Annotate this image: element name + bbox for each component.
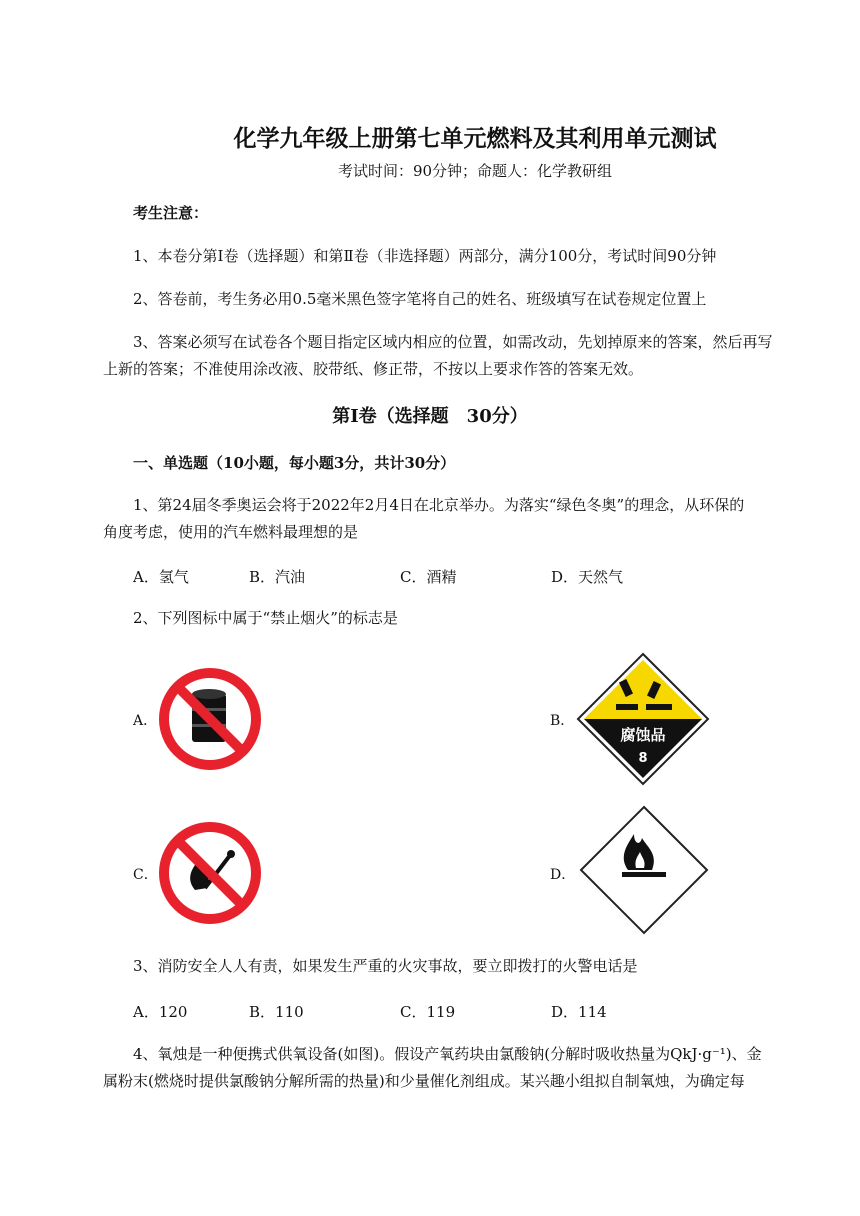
no-open-flame-sign-icon [155,818,265,928]
q2-label-a: A． [133,713,158,729]
q4-stem-cont: 属粉末(燃烧时提供氯酸钠分解所需的热量)和少量催化剂组成。某兴趣小组拟自制氧烛，为确定每 [103,1072,745,1090]
notice-item-2: 2、答卷前，考生务必用0.5毫米黑色签字笔将自己的姓名、班级填写在试卷规定位置上 [133,290,707,308]
corrosive-class-number: 8 [638,751,648,766]
q2-label-b: B． [550,713,575,729]
q2-stem: 2、下列图标中属于“禁止烟火”的标志是 [133,609,398,627]
q2-label-c: C． [133,867,158,883]
q3-stem: 3、消防安全人人有责，如果发生严重的火灾事故，要立即拨打的火警电话是 [133,957,638,975]
q3-option-a: A．120 [133,1003,188,1021]
corrosive-sign-label: 腐蚀品 [620,726,666,744]
q3-option-d: D．114 [551,1003,607,1021]
notice-item-3: 3、答案必须写在试卷各个题目指定区域内相应的位置，如需改动，先划掉原来的答案，然后再写 [133,333,773,351]
q1-stem: 1、第24届冬季奥运会将于2022年2月4日在北京举办。为落实“绿色冬奥”的理念，从环保的 [133,496,745,514]
part-heading: 一、单选题（10小题，每小题3分，共计30分） [133,454,456,472]
q1-option-d: D．天然气 [551,568,624,586]
q1-option-c: C．酒精 [400,568,457,586]
notice-heading: 考生注意： [133,204,209,222]
notice-item-3-cont: 上新的答案；不准使用涂改液、胶带纸、修正带，不按以上要求作答的答案无效。 [103,360,644,378]
notice-item-1: 1、本卷分第Ⅰ卷（选择题）和第Ⅱ卷（非选择题）两部分，满分100分，考试时间90分钟 [133,247,717,265]
q1-option-b: B．汽油 [249,568,306,586]
no-barrel-sign-icon [155,664,265,774]
q1-option-a: A．氢气 [133,568,189,586]
page-title: 化学九年级上册第七单元燃料及其利用单元测试 [233,125,717,152]
section-title: 第Ⅰ卷（选择题 30分） [332,406,528,427]
q4-stem: 4、氧烛是一种便携式供氧设备(如图)。假设产氧药块由氯酸钠(分解时吸收热量为QkJ·g⁻¹)、金 [133,1045,762,1063]
q1-stem-cont: 角度考虑，使用的汽车燃料最理想的是 [103,523,359,541]
q3-option-b: B．110 [249,1003,304,1021]
corrosive-sign-icon [576,652,710,786]
q3-option-c: C．119 [400,1003,456,1021]
q2-label-d: D． [550,867,576,883]
flammable-sign-icon [578,804,710,936]
exam-info: 考试时间：90分钟；命题人：化学教研组 [337,162,613,180]
